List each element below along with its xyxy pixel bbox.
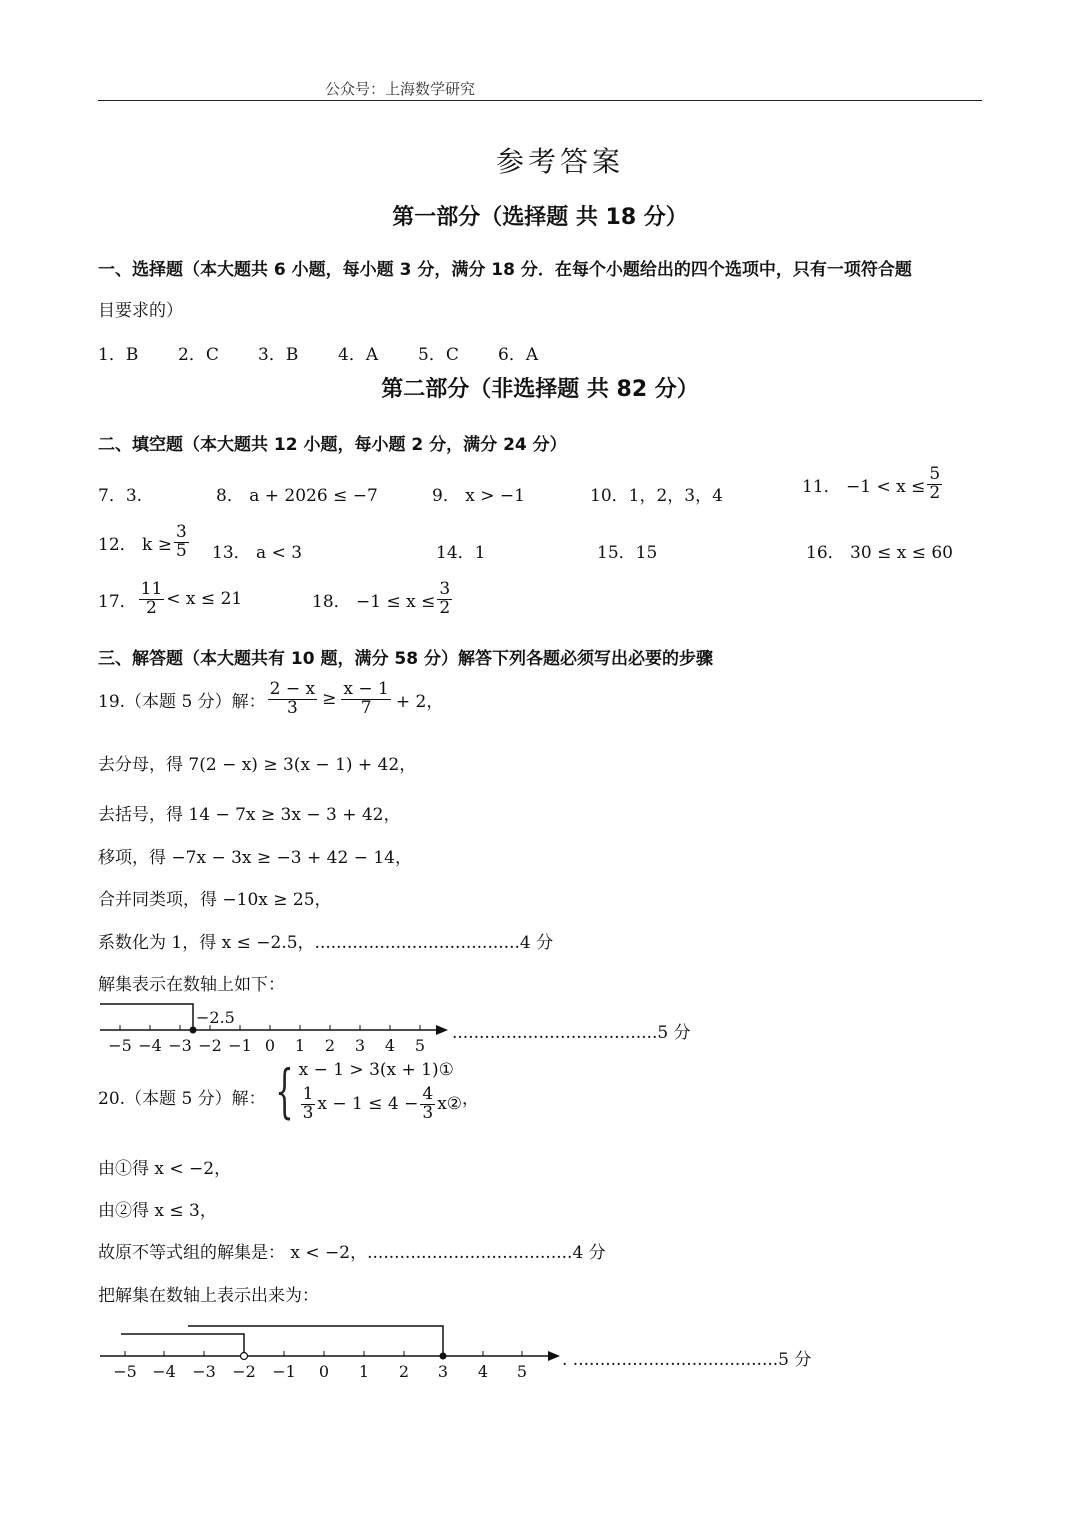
- choice-answer: 4．A: [338, 345, 379, 365]
- fraction-denominator: 2: [929, 482, 941, 503]
- solution-ray-2: [188, 1326, 443, 1356]
- axis-label: −2.5: [196, 1008, 235, 1027]
- fill-answer-14: 14．1: [436, 543, 486, 563]
- fraction-denominator: 3: [302, 1102, 314, 1123]
- q20-comma: ，: [462, 1088, 480, 1109]
- q20-step: 由①得 x < −2，: [98, 1159, 232, 1179]
- brace-icon: {: [274, 1057, 294, 1126]
- axis-tick-label: 1: [358, 1362, 370, 1381]
- fill-answer-11-text: 11． −1 < x ≤: [802, 476, 926, 497]
- axis-tick-label: 4: [384, 1036, 396, 1055]
- axis-tick-label: 5: [414, 1036, 426, 1055]
- axis-tick-label: −5: [108, 1036, 132, 1055]
- fraction-numerator: 3: [439, 579, 451, 599]
- q19-step: 解集表示在数轴上如下：: [98, 975, 285, 995]
- header-text: 公众号：上海数学研究: [325, 80, 476, 98]
- inequality-system: [266, 1057, 463, 1126]
- fraction-denominator: 5: [176, 540, 187, 561]
- q20-step: 由②得 x ≤ 3，: [98, 1201, 217, 1221]
- sec2-title: 二、填空题（本大题共 12 小题，每小题 2 分，满分 24 分）: [98, 435, 567, 455]
- fraction-numerator: 11: [140, 579, 163, 599]
- axis-tick-label: 2: [324, 1036, 336, 1055]
- q19-number-line: [96, 998, 456, 1058]
- fraction-numerator: 1: [302, 1084, 314, 1104]
- inequality-1: x − 1 > 3(x + 1)①: [298, 1060, 454, 1080]
- choice-answer: 6．A: [498, 345, 539, 365]
- axis-tick-label: −4: [138, 1036, 162, 1055]
- open-endpoint: [241, 1353, 248, 1360]
- choice-answer: 3．B: [258, 345, 299, 365]
- axis-tick-label: −3: [192, 1362, 216, 1381]
- fraction-denominator: 2: [146, 597, 157, 618]
- q19-intro: 19.（本题 5 分）解：: [98, 691, 266, 712]
- solution-ray-1: [121, 1334, 244, 1356]
- fraction-numerator: 5: [929, 464, 941, 484]
- choice-answer: 2．C: [178, 345, 219, 365]
- q19-ge: ≥: [322, 689, 337, 710]
- q20-statement: [98, 1057, 480, 1126]
- axis-tick-label: −2: [232, 1362, 256, 1381]
- axis-tick-label: 4: [477, 1362, 489, 1381]
- solution-ray: [100, 1004, 193, 1030]
- fill-answer-18: [312, 581, 454, 618]
- q20-number-line: [96, 1318, 576, 1382]
- fill-answer-17-tail: < x ≤ 21: [166, 589, 243, 610]
- q19-step: 去括号，得 14 − 7x ≥ 3x − 3 + 42，: [98, 805, 401, 825]
- page-title: 参考答案: [495, 145, 624, 178]
- q20-score: . ......................................5 分: [562, 1350, 812, 1370]
- q20-step: 把解集在数轴上表示出来为：: [98, 1286, 319, 1306]
- axis-tick-label: 0: [264, 1036, 276, 1055]
- fill-answer-17-text: 17．: [98, 591, 137, 612]
- axis-tick-label: 2: [398, 1362, 410, 1381]
- axis-tick-label: −2: [198, 1036, 222, 1055]
- q20-step: 故原不等式组的解集是： x < −2，......................................4 分: [98, 1243, 606, 1263]
- axis-tick-label: −1: [272, 1362, 296, 1381]
- fill-answer-17: [98, 581, 242, 618]
- choice-answer: 1．B: [98, 345, 139, 365]
- header-rule: [98, 100, 982, 101]
- fill-answer-12-text: 12． k ≥: [98, 534, 172, 555]
- fill-answer-12: [98, 524, 191, 561]
- fill-answer-7: 7．3.: [98, 486, 143, 506]
- sec3-title: 三、解答题（本大题共有 10 题，满分 58 分）解答下列各题必须写出必要的步骤: [98, 649, 713, 669]
- fill-answer-16: 16． 30 ≤ x ≤ 60: [806, 543, 953, 563]
- fill-answer-18-text: 18． −1 ≤ x ≤: [312, 591, 436, 612]
- fraction-numerator: 4: [422, 1084, 434, 1104]
- fill-answer-10: 10．1，2，3，4: [590, 486, 723, 506]
- fraction-denominator: 7: [360, 697, 372, 718]
- q19-statement: [98, 681, 443, 718]
- closed-endpoint: [190, 1027, 197, 1034]
- axis-tick-label: 0: [318, 1362, 330, 1381]
- fill-answer-13: 13． a < 3: [212, 543, 303, 563]
- axis-tick-label: −3: [168, 1036, 192, 1055]
- q19-step: 移项，得 −7x − 3x ≥ −3 + 42 − 14，: [98, 848, 412, 868]
- fraction-numerator: 3: [176, 522, 187, 542]
- q19-step: 系数化为 1，得 x ≤ −2.5，......................................4 分: [98, 933, 554, 953]
- choice-answer: 5．C: [418, 345, 459, 365]
- axis-arrow: [436, 1025, 448, 1035]
- fraction-denominator: 2: [439, 597, 451, 618]
- part1-title: 第一部分（选择题 共 18 分）: [392, 205, 688, 230]
- fraction-denominator: 3: [422, 1102, 434, 1123]
- q20-intro: 20.（本题 5 分）解：: [98, 1088, 266, 1109]
- axis-tick-label: 3: [437, 1362, 449, 1381]
- axis-arrow: [548, 1351, 560, 1361]
- q19-step: 合并同类项，得 −10x ≥ 25，: [98, 890, 332, 910]
- axis-tick-label: 3: [354, 1036, 366, 1055]
- axis-tick-label: 1: [294, 1036, 306, 1055]
- axis-tick-label: −4: [152, 1362, 176, 1381]
- fill-answer-11: [802, 466, 944, 503]
- inequality-2-mid: x − 1 ≤ 4 −: [317, 1094, 419, 1115]
- axis-tick-label: −5: [113, 1362, 137, 1381]
- fraction-numerator: x − 1: [343, 679, 389, 699]
- inequality-2: [299, 1086, 462, 1123]
- part2-title: 第二部分（非选择题 共 82 分）: [381, 377, 699, 402]
- closed-endpoint: [440, 1353, 447, 1360]
- sec1-line2: 目要求的）: [98, 301, 183, 321]
- q19-score: ......................................5 分: [452, 1023, 691, 1043]
- inequality-2-end: x②: [437, 1094, 463, 1115]
- fill-answer-15: 15．15: [597, 543, 658, 563]
- fraction-numerator: 2 − x: [269, 679, 316, 699]
- fill-answer-9: 9． x > −1: [432, 486, 525, 506]
- fill-answer-8: 8． a + 2026 ≤ −7: [216, 486, 378, 506]
- q19-tail: + 2，: [395, 691, 444, 712]
- sec1-line1: 一、选择题（本大题共 6 小题，每小题 3 分，满分 18 分．在每个小题给出的四个选项中，只有一项符合题: [98, 260, 912, 280]
- q19-step: 去分母，得 7(2 − x) ≥ 3(x − 1) + 42，: [98, 755, 417, 775]
- axis-tick-label: −1: [228, 1036, 252, 1055]
- choice-answers: [98, 340, 578, 365]
- axis-tick-label: 5: [516, 1362, 528, 1381]
- fraction-denominator: 3: [286, 697, 298, 718]
